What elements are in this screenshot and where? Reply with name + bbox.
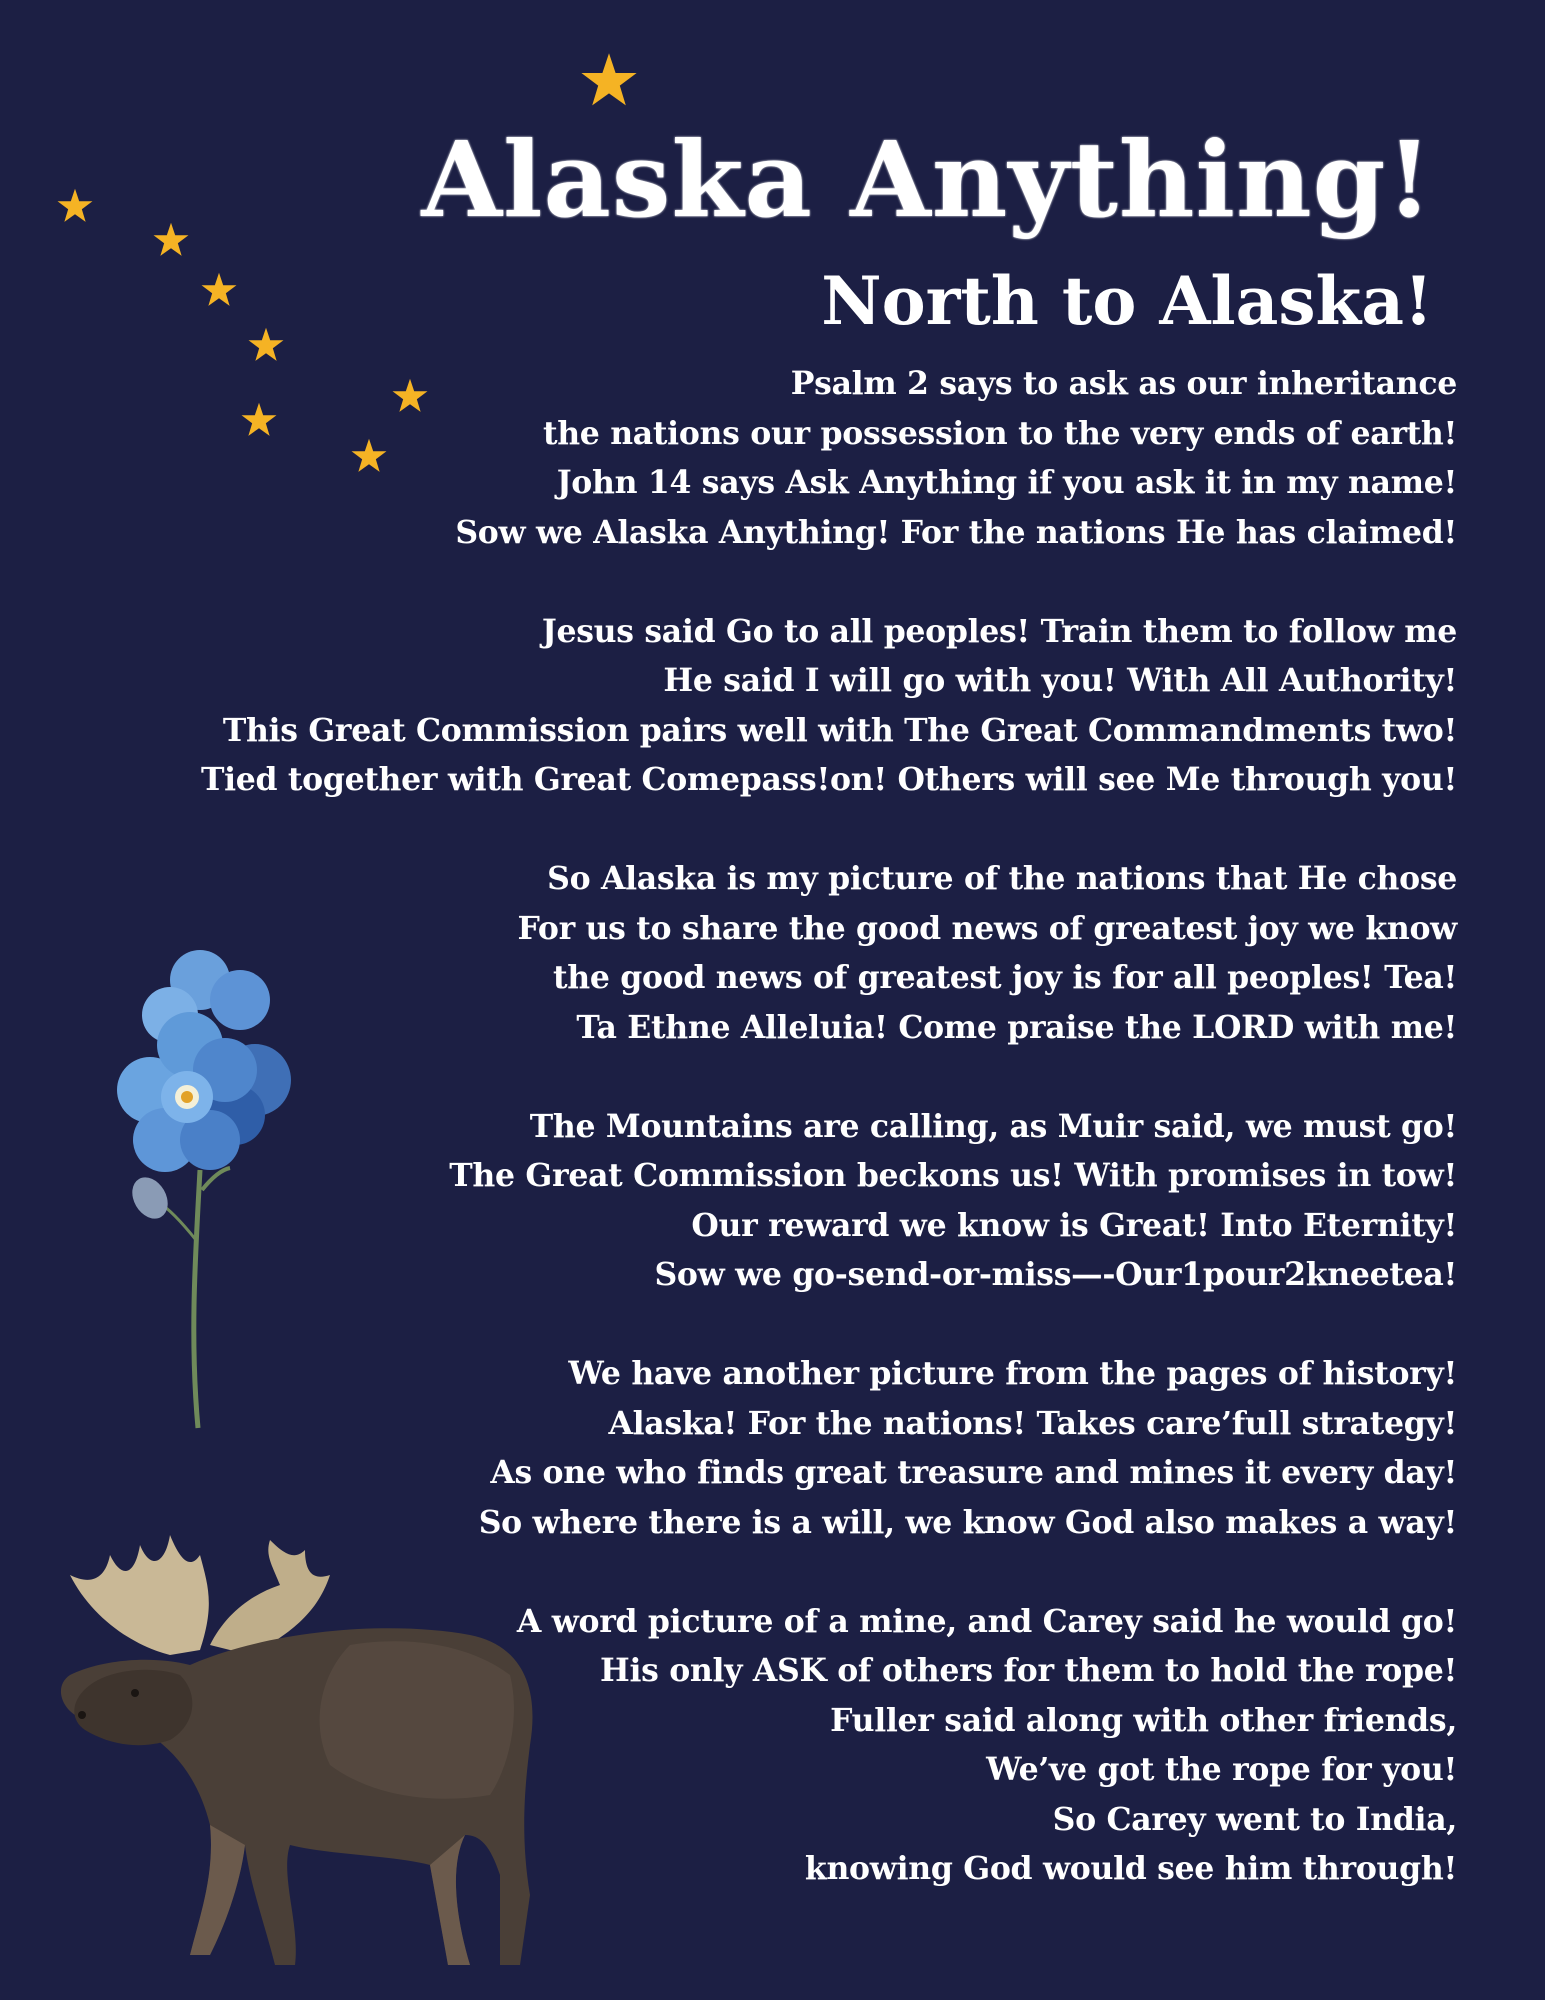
dipper-star-icon (199, 272, 239, 310)
poem-line: Alaska! For the nations! Takes care’full strategy! (608, 1404, 1457, 1442)
north-star-icon (577, 52, 641, 112)
poem-line: Our reward we know is Great! Into Eternity! (691, 1206, 1457, 1244)
poem-line: Sow we go-send-or-miss—-Our1pour2kneetea! (654, 1256, 1457, 1293)
poem-line: He said I will go with you! With All Authority! (663, 662, 1457, 699)
poem-line: This Great Commission pairs well with The Great Commandments two! (222, 711, 1457, 749)
poem-line: So Alaska is my picture of the nations that He chose (547, 860, 1457, 897)
poem-line: We have another picture from the pages of history! (568, 1355, 1457, 1392)
poem-line: For us to share the good news of greatest joy we know (517, 909, 1457, 947)
stanza-1 (201, 359, 1457, 557)
poem-line: John 14 says Ask Anything if you ask it in my name! (556, 464, 1457, 501)
poem-line: His only ASK of others for them to hold the rope! (599, 1652, 1457, 1689)
stanza-5 (201, 1349, 1457, 1547)
page-title: Alaska Anything! (421, 118, 1433, 241)
poem-line: The Great Commission beckons us! With promises in tow! (449, 1157, 1457, 1194)
poem-line: Sow we Alaska Anything! For the nations He has claimed! (455, 513, 1457, 551)
poem-line: A word picture of a mine, and Carey said he would go! (516, 1602, 1457, 1640)
poem-line: The Mountains are calling, as Muir said, we must go! (529, 1107, 1457, 1145)
moose-icon (50, 1535, 590, 1975)
poem-line: knowing God would see him through! (804, 1850, 1457, 1887)
poem-line: So Carey went to India, (1052, 1800, 1457, 1838)
poem-line: So where there is a will, we know God also makes a way! (478, 1503, 1457, 1541)
dipper-star-icon (55, 188, 95, 226)
poem-line: Ta Ethne Alleluia! Come praise the LORD with me! (576, 1008, 1457, 1046)
poem-line: We’ve got the rope for you! (986, 1751, 1457, 1788)
stanza-2 (201, 607, 1457, 805)
dipper-star-icon (151, 222, 191, 260)
poem-line: Fuller said along with other friends, (830, 1701, 1457, 1739)
poem-line: the nations our possession to the very ends of earth! (542, 414, 1457, 452)
stanza-4 (201, 1102, 1457, 1300)
page-subtitle: North to Alaska! (821, 262, 1433, 340)
forget-me-not-flower-icon (80, 940, 340, 1430)
poem-line: Psalm 2 says to ask as our inheritance (790, 365, 1457, 402)
poem-line: Tied together with Great Comepass!on! Others will see Me through you! (200, 761, 1457, 798)
stanza-3 (201, 854, 1457, 1052)
poem-line: the good news of greatest joy is for all peoples! Tea! (552, 959, 1457, 996)
poem-line: As one who finds great treasure and mines it every day! (490, 1454, 1457, 1491)
poem-line: Jesus said Go to all peoples! Train them to follow me (541, 612, 1457, 650)
